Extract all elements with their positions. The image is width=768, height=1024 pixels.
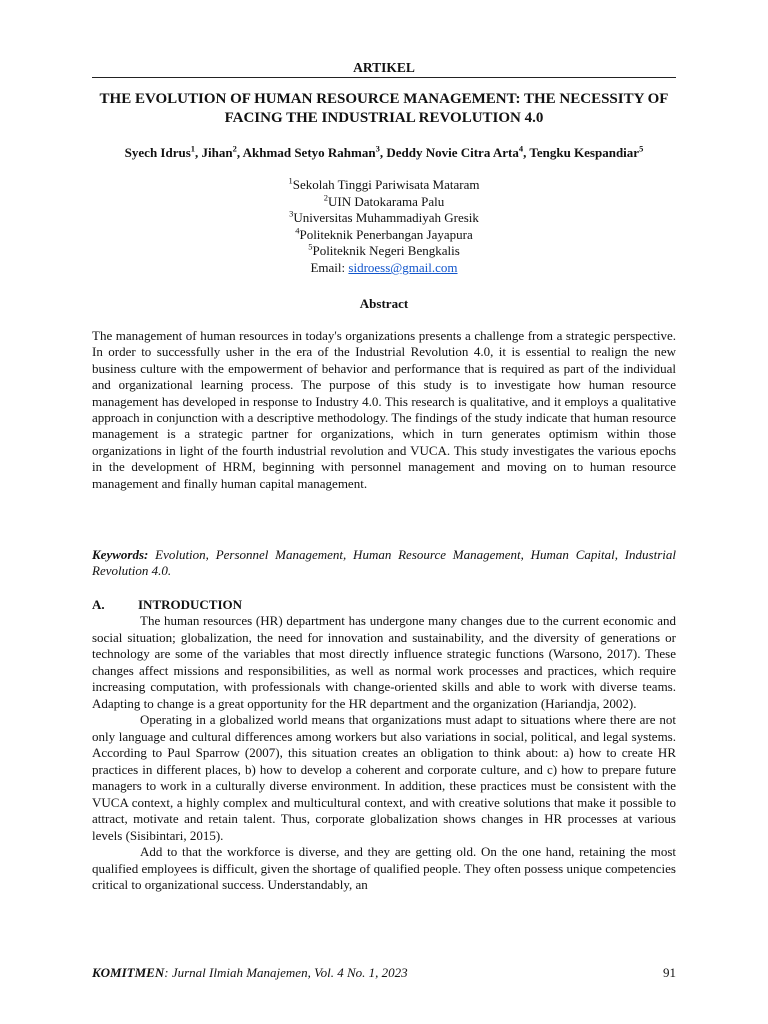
author-name: Syech Idrus [124, 145, 191, 160]
paragraph: Add to that the workforce is diverse, and they are getting old. On the one hand, retaining the most qualified employees is difficult, given the shortage of qualified people. They often possess unique competencies critical to organizational success. Understandably, an [92, 844, 676, 892]
section-label: ARTIKEL [353, 60, 415, 75]
author-name: Tengku Kespandiar [529, 145, 640, 160]
affiliation: $^3$Universitas Muhammadiyah Gresik [289, 208, 479, 226]
section-heading [92, 597, 676, 613]
keywords [92, 547, 676, 580]
author-sup: 1 [190, 143, 196, 154]
paragraph: Operating in a globalized world means that organizations must adapt to situations where there are not only language and cultural differences among workers but also variations in social, political, and legal systems. According to Paul Sparrow (2007), this situation creates an obligation to think about: a) how to create HR practices in different places, b) how to develop a coherent and corporate culture, and c) how to prepare future managers to work in a culturally diverse environment. In addition, these practices must be consistent with the VUCA context, a highly complex and multicultural context, and with creative solutions that make it possible to attract, motivate and retain talent. Thus, corporate globalization shows changes in HR processes at various levels (Sisibintari, 2015). [92, 712, 676, 843]
introduction-body [92, 613, 676, 894]
paper-title: THE EVOLUTION OF HUMAN RESOURCE MANAGEMENT: THE NECESSITY OF FACING THE INDUSTRIAL REVOLUTION 4.0 [99, 91, 669, 126]
affiliation: $^2$UIN Datokarama Palu [323, 192, 445, 209]
author-name: Akhmad Setyo Rahman [242, 145, 376, 160]
page-number: 91 [663, 965, 676, 980]
keywords-text: Evolution, Personnel Management, Human Resource Management, Human Capital, Industrial Revolution 4.0. [92, 547, 677, 579]
author-sup: 2 [232, 143, 237, 154]
section-title: INTRODUCTION [138, 597, 243, 612]
section-number: A. [92, 597, 105, 612]
affiliation-list [92, 177, 676, 277]
author-sup: 4 [518, 143, 524, 154]
header-rule [92, 77, 676, 78]
affiliation: $^4$Politeknik Penerbangan Jayapura [295, 225, 473, 242]
abstract-text: The management of human resources in today's organizations presents a challenge from a strategic perspective. In order to successfully usher in the era of the Industrial Revolution 4.0, it is essential to realign the new business culture with the empowerment of behavior and performance that is required as part of the individual and organizational learning process. The purpose of this study is to investigate how human resource management has developed in response to Industry 4.0. This research is qualitative, and it employs a qualitative approach in conjunction with a descriptive methodology. The findings of the study indicate that human resource management is a strategic partner for organizations, which in turn generates optimism within those organizations in light of the fourth industrial revolution and VUCA. This study investigates the various epochs in the development of HRM, beginning with personnel management and moving on to human resource management and finally human capital management. [92, 328, 676, 491]
page-footer [92, 965, 676, 981]
author-name: Deddy Novie Citra Arta [386, 145, 519, 160]
affiliation: $^1$Sekolah Tinggi Pariwisata Mataram [288, 175, 480, 192]
journal-citation: : Jurnal Ilmiah Manajemen, Vol. 4 No. 1, 2023 [164, 965, 408, 980]
abstract-heading: Abstract [359, 296, 409, 311]
author-list: Syech Idrus$^1$, Jihan$^2$, Akhmad Setyo Rahman$^3$, Deddy Novie Citra Arta$^4$, Tengku Kespandiar$^5$ [124, 143, 644, 160]
journal-name: KOMITMEN [92, 965, 165, 980]
author-sup: 3 [375, 143, 380, 154]
keywords-label: Keywords: [92, 547, 149, 562]
author-name: Jihan [201, 145, 233, 160]
email-label: Email: [310, 259, 346, 275]
email-line [92, 260, 676, 277]
affiliation: $^5$Politeknik Negeri Bengkalis [308, 242, 460, 259]
paragraph: The human resources (HR) department has undergone many changes due to the current economic and social situation; globalization, the need for innovation and sustainability, and the diversity of generations or technology are some of the variables that most directly influence strategic functions (Warsono, 2017). These changes affect missions and responsibilities, as well as normal work processes and practices, which require increasing computation, with professionals with change-oriented skills and able to work with diverse teams. Adapting to change is a great opportunity for the HR department and the organization (Hariandja, 2002). [92, 613, 676, 711]
email-link[interactable]: sidroess@gmail.com [348, 259, 458, 275]
author-sup: 5 [639, 143, 644, 154]
